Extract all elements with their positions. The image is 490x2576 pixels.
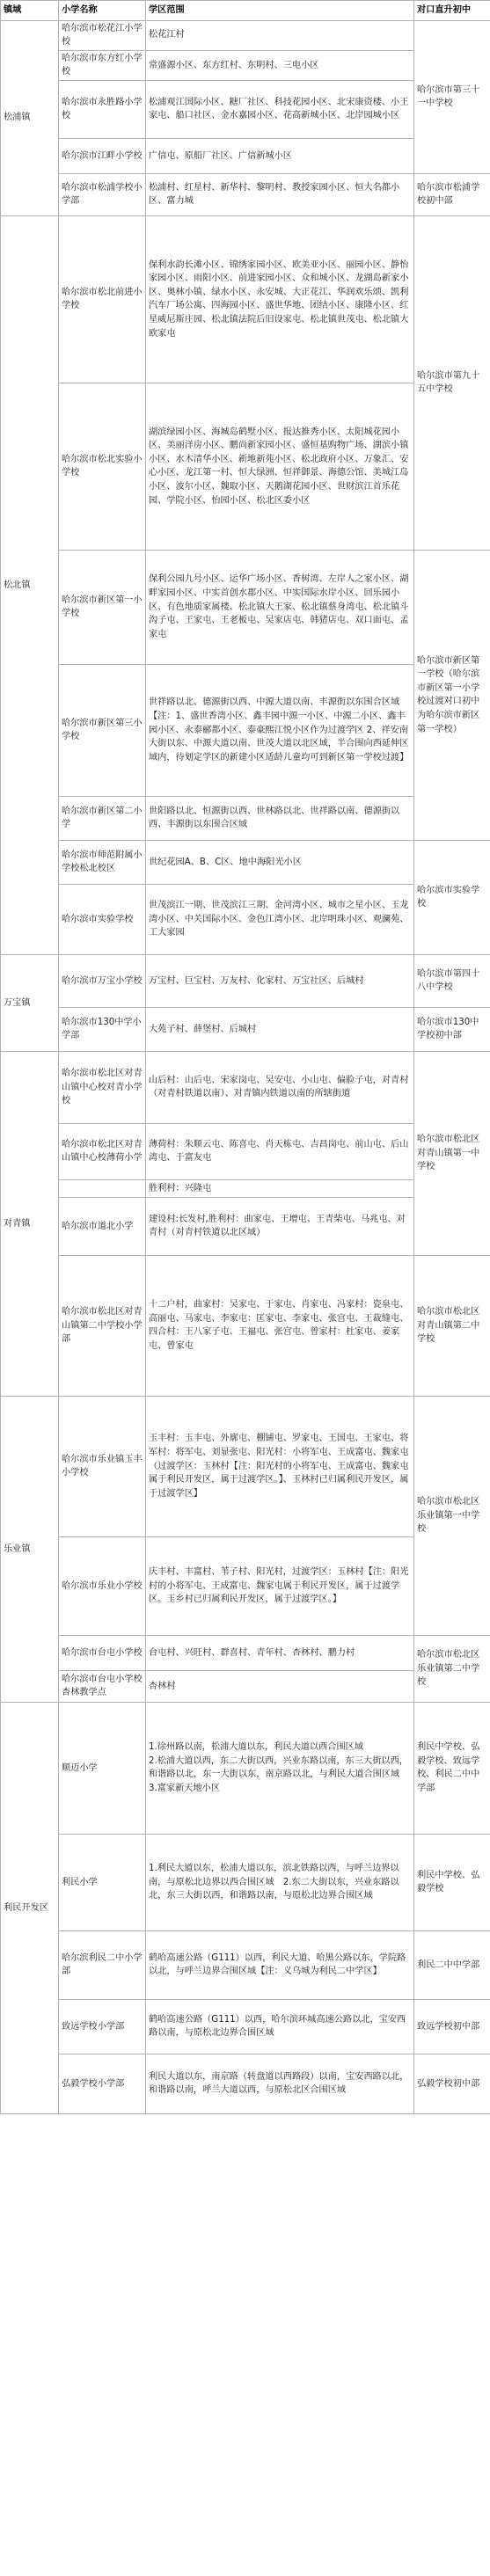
range-cell: 山后村：山后屯、宋家岗屯、吴安屯、小山屯、偏脸子屯，对青村（对青村铁道以南）、对青镇内铁道以南的所辖街道 (146, 1051, 414, 1123)
range-cell: 保利水韵长滩小区、锦绣家园小区、欧美亚小区、丽园小区、静怡家园小区、雨阳小区、前进家园小区、众和城小区、龙湖岛新家小区、奥林小镇、绿水小区、永安城、大正花江、华润欢乐颂、凯利汽车厂场公寓、四海园小区、盛世华地、团结小区、康隆小区、红星威尼斯庄园、松北镇法院后旧设家屯、松北镇世茂屯、松北镇大欧家屯 (146, 215, 414, 383)
range-cell: 建设村:长发村,胜利村：曲家屯、王增屯、王青柴屯、马兆屯、对青村（对青村铁道以北区域） (146, 1197, 414, 1255)
range-cell: 松浦村、红星村、新华村、黎明村、教授家园小区、恒大名都小区、富力城 (146, 173, 414, 215)
range-cell: 薄荷村：朱顺云屯、陈喜屯、肖天栋屯、吉昌岗屯、前山屯、后山湾屯、于富友屯 (146, 1123, 414, 1179)
range-cell: 世阳路以北、恒源街以西、世林路以北、世祥路以南、德源街以西、丰源街以东围合区域 (146, 796, 414, 840)
school-cell: 哈尔滨市永胜路小学校 (59, 80, 146, 138)
table-row (1, 1930, 490, 1999)
middle-school-cell: 哈尔滨市松北区乐业镇第二中学校 (414, 1635, 490, 1702)
school-cell: 哈尔滨市道北小学 (59, 1197, 146, 1255)
school-cell: 顺迈小学 (59, 1702, 146, 1834)
range-cell: 杏林村 (146, 1670, 414, 1702)
table-row (1, 215, 490, 383)
table-row (1, 1396, 490, 1536)
school-cell: 哈尔滨市松北区对青山镇中心校对青小学校 (59, 1051, 146, 1123)
table-row (1, 1834, 490, 1930)
school-cell: 利民小学 (59, 1834, 146, 1930)
range-cell: 鹤哈高速公路（G111）以西，哈尔滨环城高速公路以北，宝安西路以南，与原松北边界合围区域 (146, 1999, 414, 2054)
town-cell: 松浦镇 (1, 20, 59, 215)
table-row (1, 2054, 490, 2113)
school-cell: 哈尔滨市松北前进小学校 (59, 215, 146, 383)
middle-school-cell: 哈尔滨市第九十五中学校 (414, 215, 490, 550)
middle-school-cell: 利民二中中学部 (414, 1930, 490, 1999)
range-cell: 玉丰村：玉丰屯、外廓屯、棚铺屯、罗家屯、王国屯、王家屯、将军村：将军屯、刘显张屯、阳光村：小将军屯、王成富屯、魏家屯（过渡学区：玉林村【注：阳光村的小将军屯、王成富屯、魏家屯属于利民开发区，属于过渡学区。】、玉林村已归属利民开发区，属于过渡学区】 (146, 1396, 414, 1536)
middle-school-cell: 弘毅学校初中部 (414, 2054, 490, 2113)
school-cell: 哈尔滨市万宝小学校 (59, 954, 146, 1007)
school-cell: 哈尔滨市台屯小学校 (59, 1635, 146, 1670)
school-cell: 哈尔滨市松北区对青山镇第二中学校小学部 (59, 1255, 146, 1396)
range-cell: 湖滨绿园小区、海城岛鹤墅小区、报达推秀小区、太阳城花园小区、美丽洋房小区、鹏尚新家园小区、盛恒基购物广场、湖滨小镇小区、水木清华小区、新地新苑小区、松北政府小区、万象汇、安心小区、龙江第一村、恒大绿洲、恒祥御景、海德公馆、美城江岛小区、波尔小区、魏取小区、天鹅湖花园小区、世财滨江首乐花园、学院小区、怡园小区、松北区委小区 (146, 383, 414, 550)
range-cell: 松浦观江国际小区、糖厂社区、科技花园小区、北宋康资楼、小王家屯、船口社区、金水嘉园小区、花高新城小区、北岸园城小区 (146, 80, 414, 138)
school-cell: 哈尔滨市130中学小学部 (59, 1007, 146, 1051)
middle-school-cell: 哈尔滨市松浦学校初中部 (414, 173, 490, 215)
table-row (1, 1051, 490, 1123)
range-cell: 利民大道以东，南京路（转盘道以西路段）以南，宝安西路以北，和谐路以南，呼兰大道以西，与原松北区合围区域 (146, 2054, 414, 2113)
range-cell: 广信屯、原船厂社区、广信新城小区 (146, 138, 414, 173)
header-range: 学区范围 (146, 1, 414, 21)
school-cell: 哈尔滨市松浦学校小学部 (59, 173, 146, 215)
table-row (1, 840, 490, 884)
school-cell (59, 1179, 146, 1197)
table-row (1, 1255, 490, 1396)
range-cell: 常盛源小区、东方红村、东明村、三电小区 (146, 50, 414, 80)
town-cell: 利民开发区 (1, 1702, 59, 2113)
school-cell: 哈尔滨市乐业镇玉丰小学校 (59, 1396, 146, 1536)
range-cell: 世茂滨江一期、世茂滨江三期、金河湾小区、城市之星小区、玉龙湾小区、中关国际小区、金色江湾小区、北岸明珠小区、观澜苑、工大家园 (146, 884, 414, 954)
middle-school-cell: 哈尔滨市130中学校初中部 (414, 1007, 490, 1051)
range-cell: 世祥路以北、德源街以西、中源大道以南、丰源街以东围合区域【注：1、盛世香湾小区、鑫丰园中源一小区、中源二小区、鑫丰园小区、永泰郦都小区、泰豪熙江悦小区作为过渡学区 2、祥安南大街以东、中源大道以南、世茂大道以北区域，半合围向西延伸区域内，待划定学区的新建小区适龄儿童均可到新区第一学校过渡】 (146, 664, 414, 796)
town-cell: 对青镇 (1, 1051, 59, 1396)
middle-school-cell: 致远学校初中部 (414, 1999, 490, 2054)
table-row (1, 173, 490, 215)
middle-school-cell: 哈尔滨市松北区对青山镇第二中学校 (414, 1255, 490, 1396)
school-cell: 哈尔滨市乐业小学校 (59, 1536, 146, 1635)
school-cell: 哈尔滨市师范附属小学校松北校区 (59, 840, 146, 884)
range-cell: 世纪花园A、B、C区、地中海阳光小区 (146, 840, 414, 884)
range-cell: 胜利村：兴隆屯 (146, 1179, 414, 1197)
range-cell: 庆丰村、丰富村、苇子村、阳光村，过渡学区：玉林村【注：阳光村的小将军屯、王成富屯、魏家屯属于利民开发区，属于过渡学区。玉乡村已归属利民开发区，属于过渡学区。】 (146, 1536, 414, 1635)
middle-school-cell: 哈尔滨市新区第一学校（哈尔滨市新区第一小学校过渡对口初中为哈尔滨市新区第一学校） (414, 550, 490, 840)
range-cell: 万宝村、巨宝村、万友村、化家村、万宝社区、后城村 (146, 954, 414, 1007)
header-middle-school: 对口直升初中 (414, 1, 490, 21)
range-cell: 1.徐州路以南，松浦大道以东，利民大道以西合围区域 2.松浦大道以西，东二大街以西，兴业东路以南，东三大街以西，和谐路以北，东一大街以东，南京路以北，与利民大道合围区域 3.富家新天地小区 (146, 1702, 414, 1834)
range-cell: 松花江村 (146, 20, 414, 50)
school-cell: 致远学校小学部 (59, 1999, 146, 2054)
middle-school-cell: 哈尔滨市第三十一中学校 (414, 20, 490, 173)
school-cell: 哈尔滨市东方红小学校 (59, 50, 146, 80)
table-row (1, 550, 490, 664)
table-row (1, 954, 490, 1007)
school-cell: 哈尔滨市松北区对青山镇中心校薄荷小学 (59, 1123, 146, 1179)
school-cell: 哈尔滨市江畔小学校 (59, 138, 146, 173)
school-cell: 弘毅学校小学部 (59, 2054, 146, 2113)
table-row (1, 20, 490, 50)
header-town: 镇域 (1, 1, 59, 21)
school-cell: 哈尔滨市实验学校 (59, 884, 146, 954)
middle-school-cell: 哈尔滨市第四十八中学校 (414, 954, 490, 1007)
middle-school-cell: 利民中学校、弘毅学校 (414, 1834, 490, 1930)
range-cell: 1.利民大道以东，松浦大道以东，滨北铁路以西，与呼兰边界以南，与原松北边界以西合围区域 2.东二大街以东，兴业东路以北，东三大街以西，和谐路以南，与原松北边界合围区域 (146, 1834, 414, 1930)
header-school: 小学名称 (59, 1, 146, 21)
school-cell: 哈尔滨市台屯小学校杏林教学点 (59, 1670, 146, 1702)
range-cell: 保利公园九号小区、运华广场小区、香树湾、左岸人之家小区、湖畔家园小区、中实首创水郡小区、中实国际水岸小区、回乐园小区、有色地质家属楼、松北镇大王家、松北镇蔡身湾屯、松北镇斗沟子屯、王家屯、王老板屯、吴家店屯、韩猪店屯、双口面屯、孟家屯 (146, 550, 414, 664)
table-row (1, 1702, 490, 1834)
town-cell: 松北镇 (1, 215, 59, 954)
table-row (1, 1999, 490, 2054)
range-cell: 十二户村，曲家村：吴家屯、于家屯、肖家屯、冯家村：瓷泉屯、高丽屯、马家屯、李家屯：匡家屯、李家屯、张宫屯、王裁缝屯、四合村：王八家子屯、王福屯、张宫屯、曾家村：杜家屯、姜家屯、曾家屯 (146, 1255, 414, 1396)
middle-school-cell: 利民中学校、弘毅学校、致远学校、利民二中中学部 (414, 1702, 490, 1834)
school-cell: 哈尔滨市新区第二小学 (59, 796, 146, 840)
school-cell: 哈尔滨市松花江小学校 (59, 20, 146, 50)
school-cell: 哈尔滨市松北实验小学校 (59, 383, 146, 550)
middle-school-cell: 哈尔滨市松北区对青山镇第一中学校 (414, 1051, 490, 1255)
range-cell: 大苑子村、薛堡村、后城村 (146, 1007, 414, 1051)
range-cell: 台屯村、兴旺村、群喜村、青年村、杏林村、鹏力村 (146, 1635, 414, 1670)
school-cell: 哈尔滨市新区第三小学校 (59, 664, 146, 796)
school-cell: 哈尔滨市新区第一小学校 (59, 550, 146, 664)
town-cell: 万宝镇 (1, 954, 59, 1051)
middle-school-cell: 哈尔滨市实验学校 (414, 840, 490, 954)
school-cell: 哈尔滨利民二中小学部 (59, 1930, 146, 1999)
town-cell: 乐业镇 (1, 1396, 59, 1702)
table-row (1, 1635, 490, 1670)
range-cell: 鹤哈高速公路（G111）以西，利民大道、哈黑公路以东，学院路以北，与呼兰边界合围区域【注：义乌城为利民二中学区】 (146, 1930, 414, 1999)
table-row (1, 1007, 490, 1051)
middle-school-cell: 哈尔滨市松北区乐业镇第一中学校 (414, 1396, 490, 1635)
header-row (1, 1, 490, 21)
